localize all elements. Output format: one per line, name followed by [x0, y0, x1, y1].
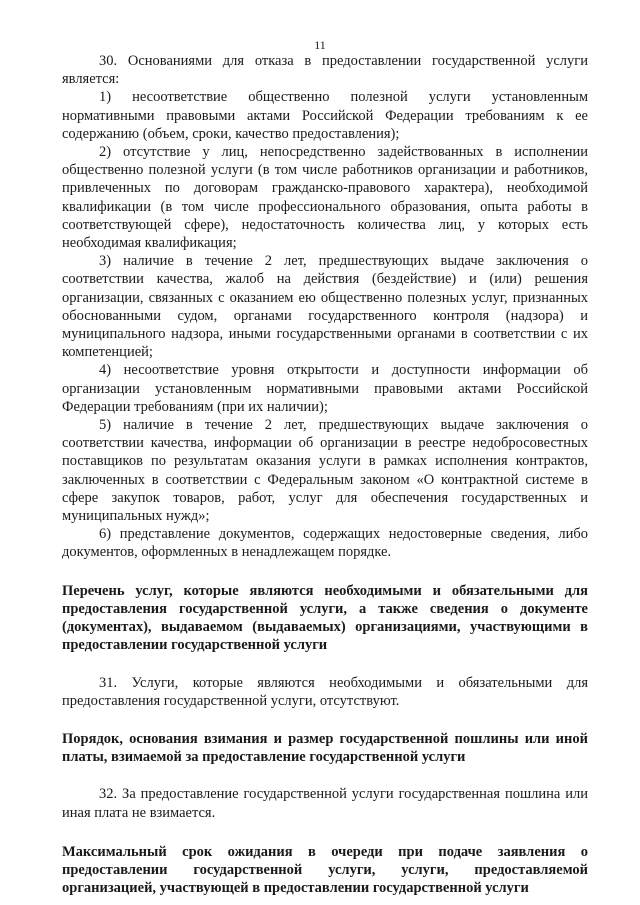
paragraph-32: 32. За предоставление государственной услуги государственная пошлина или иная плата не взимается. [62, 786, 588, 821]
section-heading-queue: Максимальный срок ожидания в очереди при подаче заявления о предоставлении государственной услуги, услуги, предоставляемой организацией, участвующей в предоставлении государственной услуги [62, 843, 588, 897]
list-item-1: 1) несоответствие общественно полезной услуги установленным нормативными правовыми актами Российской Федерации требованиям к ее содержанию (объем, сроки, качество предоставления); [62, 89, 588, 142]
list-item-6: 6) представление документов, содержащих недостоверные сведения, либо документов, оформленных в ненадлежащем порядке. [62, 526, 588, 561]
list-item-4: 4) несоответствие уровня открытости и доступности информации об организации установленным нормативными правовыми актами Российской Федерации требованиям (при их наличии); [62, 362, 588, 415]
paragraph-30: 30. Основаниями для отказа в предоставлении государственной услуги является: [62, 53, 588, 88]
page-number: 11 [314, 38, 326, 52]
section-heading-services: Перечень услуг, которые являются необходимыми и обязательными для предоставления государственной услуги, а также сведения о документе (документах), выдаваемом (выдаваемых) организациями, участвующими в предоставлении государственной услуги [62, 582, 588, 654]
list-item-3: 3) наличие в течение 2 лет, предшествующих выдаче заключения о соответствии качества, жалоб на действия (бездействие) и (или) решения организации, связанных с оказанием ею общественно полезных услуг, признанных обоснованными судом, органами государственного контроля (надзора) и муниципального надзора, иными государственными органами в соответствии с их компетенцией; [62, 253, 588, 361]
list-item-5: 5) наличие в течение 2 лет, предшествующих выдаче заключения о соответствии качества, информации об организации в реестре недобросовестных поставщиков по результатам оказания услуги в рамках исполнения контрактов, заключенных в соответствии с Федеральным законом «О контрактной системе в сфере закупок товаров, работ, услуг для обеспечения государственных и муниципальных нужд»; [62, 417, 588, 525]
paragraph-31: 31. Услуги, которые являются необходимыми и обязательными для предоставления государственной услуги, отсутствуют. [62, 674, 588, 709]
section-heading-fee: Порядок, основания взимания и размер государственной пошлины или иной платы, взимаемой за предоставление государственной услуги [62, 730, 588, 766]
list-item-2: 2) отсутствие у лиц, непосредственно задействованных в исполнении общественно полезной услуги (в том числе работников организации и работников, привлеченных по договорам гражданско-правового характера), необходимой квалификации (в том числе профессионального образования, опыта работы в соответствующей сфере), недостаточность количества лиц, у которых есть необходимая квалификация; [62, 144, 588, 252]
document-body [62, 52, 588, 897]
